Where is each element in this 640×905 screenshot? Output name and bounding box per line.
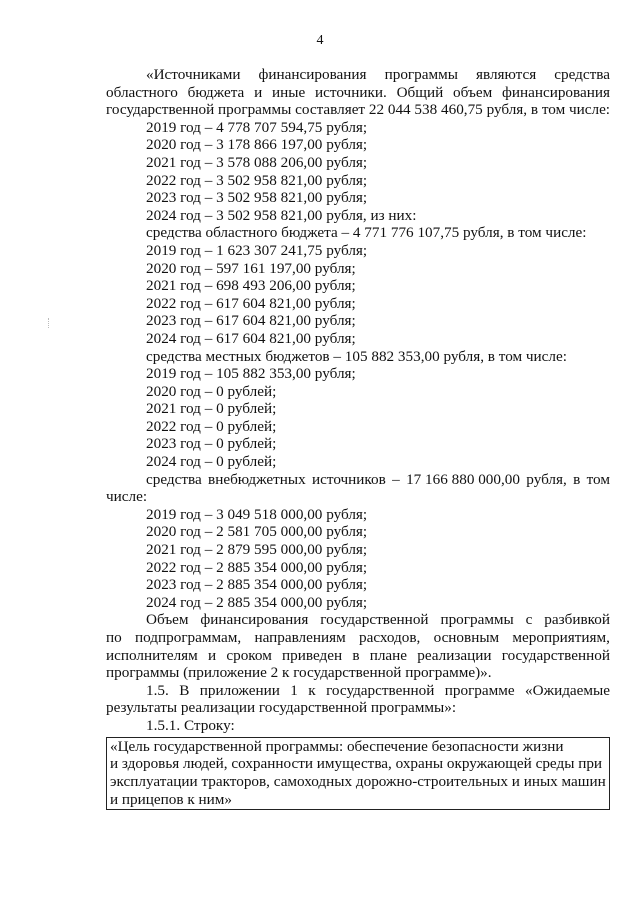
word: объем: [453, 83, 493, 101]
extra-by-year-list: [106, 506, 610, 612]
text-line: эксплуатации тракторов, самоходных дорожно-строительных и иных машин: [110, 773, 606, 791]
word: областного: [106, 83, 178, 101]
text-line: 2022 год – 3 502 958 821,00 рубля;: [146, 171, 368, 189]
text-line: и прицепов к ним»: [110, 790, 232, 808]
word: источников: [312, 470, 386, 488]
item-1-5-1: 1.5.1. Строку:: [146, 716, 235, 734]
word: Объем: [146, 611, 189, 629]
text-line: 2020 год – 3 178 866 197,00 рубля;: [146, 136, 368, 154]
word: 17 166 880 000,00: [406, 470, 520, 488]
text-line: 2021 год – 0 рублей;: [146, 400, 277, 418]
page-number: 4: [316, 33, 324, 48]
word: бюджета: [187, 83, 245, 101]
volume-line-1: [106, 611, 610, 629]
word: «Источниками: [146, 66, 241, 83]
word: Общий: [396, 83, 444, 101]
text-line: 2023 год – 3 502 958 821,00 рубля;: [146, 189, 368, 207]
extra-budget-header: [106, 471, 610, 489]
word: в: [352, 646, 360, 664]
text-line: 2022 год – 0 рублей;: [146, 417, 277, 435]
intro-line-1: [106, 66, 610, 84]
text-line: 2023 год – 617 604 821,00 рубля;: [146, 312, 356, 330]
word: в: [573, 470, 581, 488]
text-line: 2020 год – 2 581 705 000,00 рубля;: [146, 523, 368, 541]
word: средства: [146, 470, 202, 488]
word: и: [254, 83, 263, 101]
word: иные: [272, 83, 306, 101]
text-line: 2020 год – 0 рублей;: [146, 382, 277, 400]
text-line: 2024 год – 2 885 354 000,00 рубля;: [146, 593, 368, 611]
quoted-goal-box: [106, 737, 610, 810]
word: программе: [444, 681, 515, 699]
intro-line-3: государственной программы составляет 22 044 538 460,75 рубля, в том числе:: [106, 101, 611, 119]
word: –: [392, 470, 400, 488]
text-line: 2021 год – 698 493 206,00 рубля;: [146, 277, 356, 295]
item-1-5-line-1: [106, 682, 610, 700]
text-line: 2024 год – 617 604 821,00 рубля;: [146, 329, 356, 347]
extra-budget-header-cont: числе:: [106, 488, 148, 506]
text-line: 2024 год – 3 502 958 821,00 рубля, из них:: [146, 206, 417, 224]
text-line: 2021 год – 2 879 595 000,00 рубля;: [146, 541, 368, 559]
word: мероприятиям,: [512, 629, 610, 646]
document-body: [106, 66, 610, 810]
regional-budget-header: средства областного бюджета – 4 771 776 107,75 рубля, в том числе:: [146, 224, 587, 242]
word: 1: [290, 681, 298, 699]
word: и: [208, 646, 217, 664]
text-line: 2019 год – 1 623 307 241,75 рубля;: [146, 241, 368, 259]
text-line: 2021 год – 3 578 088 206,00 рубля;: [146, 153, 368, 171]
word: государственной: [320, 611, 429, 629]
text-line: 2022 год – 617 604 821,00 рубля;: [146, 294, 356, 312]
text-line: 2023 год – 0 рублей;: [146, 435, 277, 453]
word: направлениям: [254, 629, 346, 646]
text-line: 2020 год – 597 161 197,00 рубля;: [146, 259, 356, 277]
word: программы: [440, 611, 514, 629]
word: рубля,: [526, 470, 567, 488]
volume-line-3: [106, 647, 610, 665]
word: плане: [369, 646, 408, 664]
word: государственной: [326, 681, 435, 699]
intro-line-2: [106, 84, 610, 102]
word: с: [525, 611, 533, 629]
word: реализации: [417, 646, 492, 664]
word: государственной: [501, 646, 610, 664]
scan-mark: [48, 318, 52, 328]
word: приложении: [199, 681, 280, 699]
word: приведен: [282, 646, 343, 664]
word: источники.: [315, 83, 387, 101]
word: сроком: [226, 646, 272, 664]
word: финансирования: [502, 83, 610, 101]
text-line: 2019 год – 3 049 518 000,00 рубля;: [146, 505, 368, 523]
local-budget-header: средства местных бюджетов – 105 882 353,00 рубля, в том числе:: [146, 347, 567, 365]
text-line: 2019 год – 4 778 707 594,75 рубля;: [146, 118, 368, 136]
word: исполнителям: [106, 646, 198, 664]
word: внебюджетных: [208, 470, 306, 488]
word: В: [179, 681, 190, 699]
volume-line-4: программы (приложение 2 к государственной программе)».: [106, 664, 492, 682]
total-by-year-list: [106, 119, 610, 225]
word: «Ожидаемые: [525, 681, 610, 699]
item-1-5-line-2: результаты реализации государственной программы»:: [106, 699, 457, 717]
word: финансирования: [258, 66, 367, 83]
regional-by-year-list: [106, 242, 610, 348]
local-by-year-list: [106, 365, 610, 471]
text-line: 2023 год – 2 885 354 000,00 рубля;: [146, 576, 368, 594]
word: 1.5.: [146, 681, 169, 699]
word: том: [586, 470, 610, 488]
text-line: и здоровья людей, сохранности имущества, охраны окружающей среды при: [110, 755, 603, 773]
word: финансирования: [200, 611, 309, 629]
word: подпрограммам,: [135, 629, 242, 646]
text-line: 2022 год – 2 885 354 000,00 рубля;: [146, 558, 368, 576]
text-line: 2024 год – 0 рублей;: [146, 453, 277, 471]
word: разбивкой: [544, 611, 610, 629]
word: к: [308, 681, 316, 699]
word: программы: [384, 66, 458, 83]
text-line: 2019 год – 105 882 353,00 рубля;: [146, 365, 356, 383]
word: средства: [554, 66, 610, 83]
text-line: «Цель государственной программы: обеспечение безопасности жизни: [110, 737, 564, 755]
word: являются: [476, 66, 537, 83]
word: расходов,: [358, 629, 421, 646]
word: основным: [433, 629, 500, 646]
volume-line-2: [106, 629, 610, 647]
word: по: [106, 629, 122, 646]
